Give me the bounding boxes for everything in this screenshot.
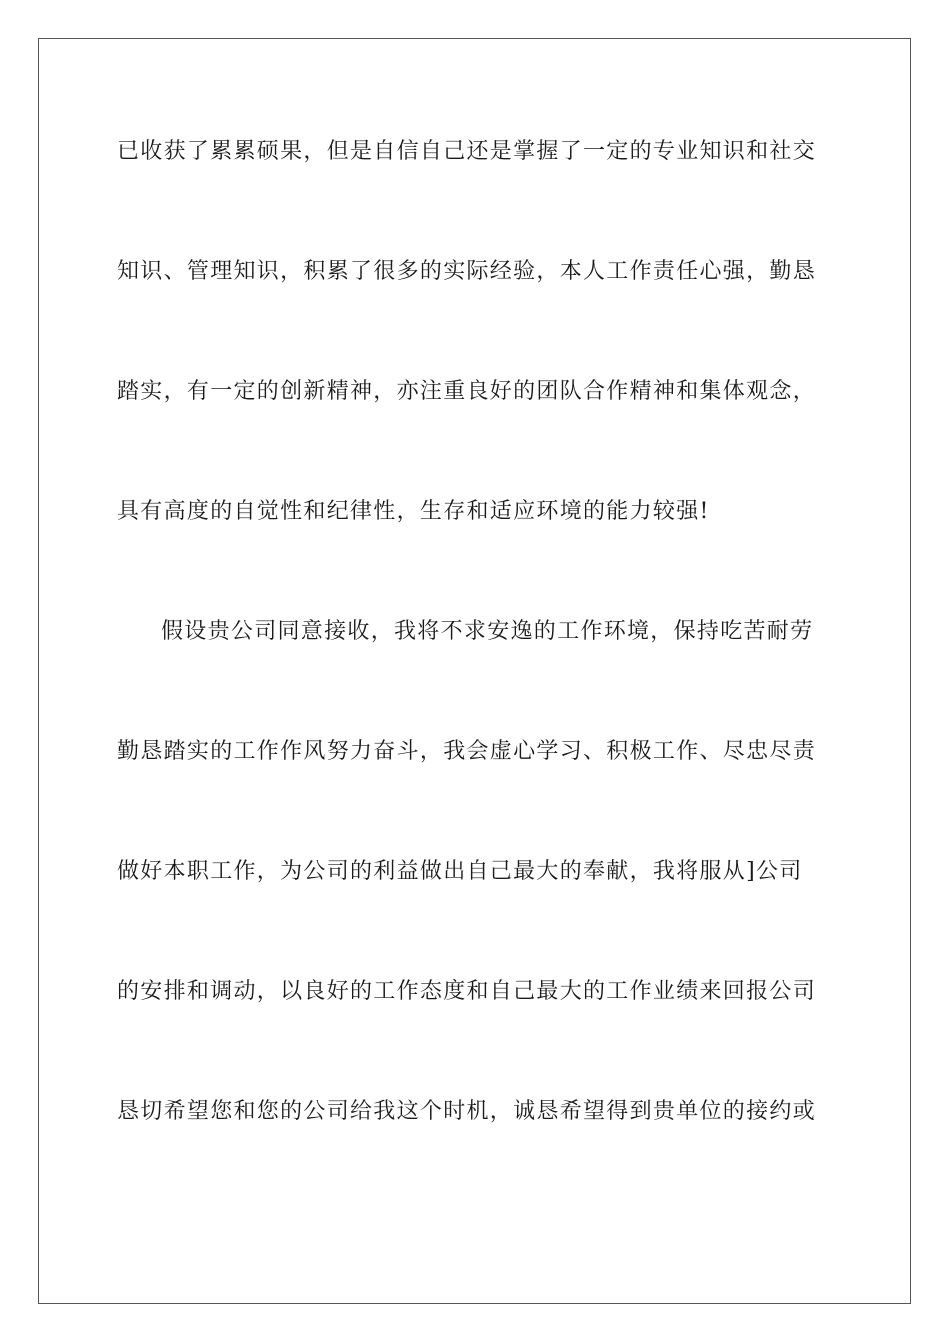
paragraph-start-line: 假设贵公司同意接收，我将不求安逸的工作环境，保持吃苦耐劳 — [161, 619, 814, 644]
body-text-line: 踏实，有一定的创新精神，亦注重良好的团队合作精神和集体观念， — [117, 379, 817, 404]
body-text-line: 做好本职工作，为公司的利益做出自己最大的奉献，我将服从]公司 — [117, 859, 803, 884]
body-text-line: 具有高度的自觉性和纪律性，生存和适应环境的能力较强! — [117, 499, 710, 524]
body-text-line: 知识、管理知识，积累了很多的实际经验，本人工作责任心强，勤恳 — [117, 259, 817, 284]
body-text-line: 恳切希望您和您的公司给我这个时机，诚恳希望得到贵单位的接约或 — [117, 1099, 817, 1124]
body-text-line: 的安排和调动，以良好的工作态度和自己最大的工作业绩来回报公司 — [117, 979, 817, 1004]
body-text-line: 已收获了累累硕果，但是自信自己还是掌握了一定的专业知识和社交 — [117, 139, 817, 164]
body-text-line: 勤恳踏实的工作作风努力奋斗，我会虚心学习、积极工作、尽忠尽责 — [117, 739, 817, 764]
